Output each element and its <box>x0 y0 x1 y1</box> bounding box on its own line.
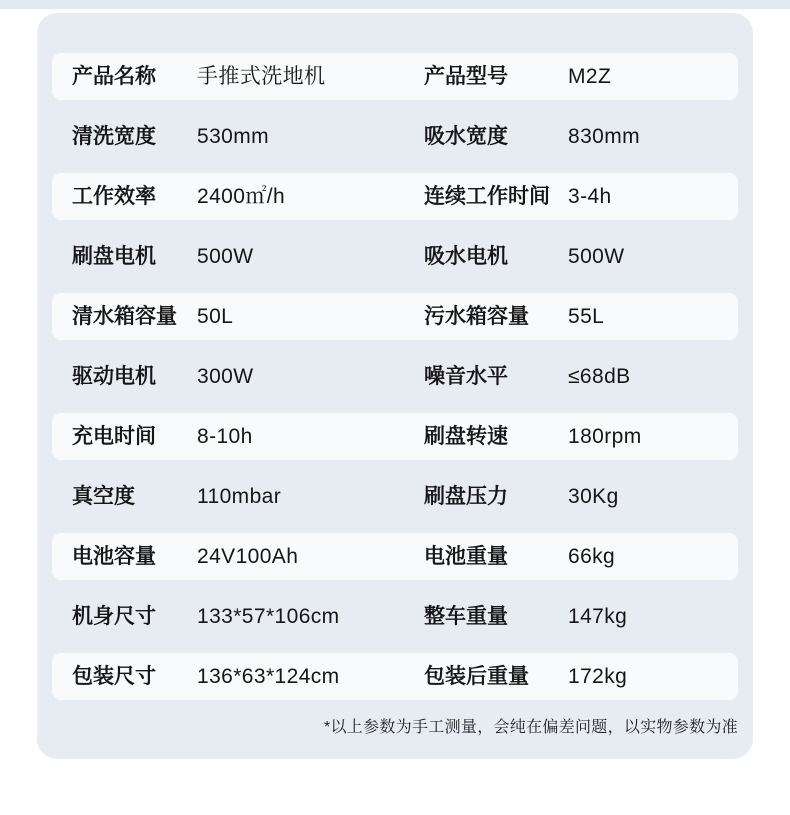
spec-value: 136*63*124cm <box>197 665 340 688</box>
spec-row <box>52 653 738 700</box>
spec-value: 147kg <box>568 605 628 628</box>
spec-label: 包装后重量 <box>424 665 529 688</box>
spec-row <box>52 53 738 100</box>
spec-label: 工作效率 <box>72 185 156 208</box>
spec-label: 刷盘压力 <box>424 485 508 508</box>
spec-label: 包装尺寸 <box>72 665 156 688</box>
spec-value: 66kg <box>568 545 616 568</box>
spec-label: 噪音水平 <box>424 365 508 388</box>
spec-label: 吸水宽度 <box>424 125 508 148</box>
spec-row <box>52 293 738 340</box>
spec-value: 530mm <box>197 125 270 148</box>
spec-label: 产品型号 <box>424 65 508 88</box>
spec-value: 133*57*106cm <box>197 605 340 628</box>
spec-value: 手推式洗地机 <box>197 65 326 88</box>
spec-label: 清洗宽度 <box>72 125 156 148</box>
spec-label: 产品名称 <box>72 65 156 88</box>
spec-value: M2Z <box>568 65 612 88</box>
spec-label: 真空度 <box>72 485 135 508</box>
spec-label: 刷盘转速 <box>424 425 508 448</box>
spec-value: 500W <box>568 245 625 268</box>
spec-table <box>52 53 738 700</box>
spec-row <box>52 113 738 160</box>
spec-value: 50L <box>197 305 234 328</box>
spec-row <box>52 473 738 520</box>
spec-label: 污水箱容量 <box>424 305 529 328</box>
spec-label: 刷盘电机 <box>72 245 156 268</box>
spec-label: 清水箱容量 <box>72 305 177 328</box>
top-band <box>0 0 790 9</box>
spec-label: 机身尺寸 <box>72 605 156 628</box>
spec-value: 24V100Ah <box>197 545 299 568</box>
spec-value: 55L <box>568 305 605 328</box>
spec-row <box>52 533 738 580</box>
spec-value: 300W <box>197 365 254 388</box>
spec-card <box>37 13 753 759</box>
spec-value: 110mbar <box>197 485 282 508</box>
spec-value: 2400㎡/h <box>197 185 286 208</box>
spec-value: 830mm <box>568 125 641 148</box>
spec-label: 电池容量 <box>72 545 156 568</box>
spec-value: 500W <box>197 245 254 268</box>
spec-row <box>52 353 738 400</box>
spec-value: 180rpm <box>568 425 642 448</box>
footnote: *以上参数为手工测量，会纯在偏差问题，以实物参数为准 <box>323 719 738 736</box>
spec-value: 8-10h <box>197 425 253 448</box>
spec-value: 172kg <box>568 665 628 688</box>
spec-label: 驱动电机 <box>72 365 156 388</box>
spec-row <box>52 233 738 280</box>
spec-label: 连续工作时间 <box>424 185 550 208</box>
spec-label: 整车重量 <box>424 605 508 628</box>
spec-value: ≤68dB <box>568 365 631 388</box>
spec-value: 3-4h <box>568 185 612 208</box>
spec-value: 30Kg <box>568 485 619 508</box>
spec-row <box>52 173 738 220</box>
spec-row <box>52 413 738 460</box>
spec-label: 充电时间 <box>72 425 156 448</box>
spec-row <box>52 593 738 640</box>
spec-label: 电池重量 <box>424 545 508 568</box>
spec-label: 吸水电机 <box>424 245 508 268</box>
